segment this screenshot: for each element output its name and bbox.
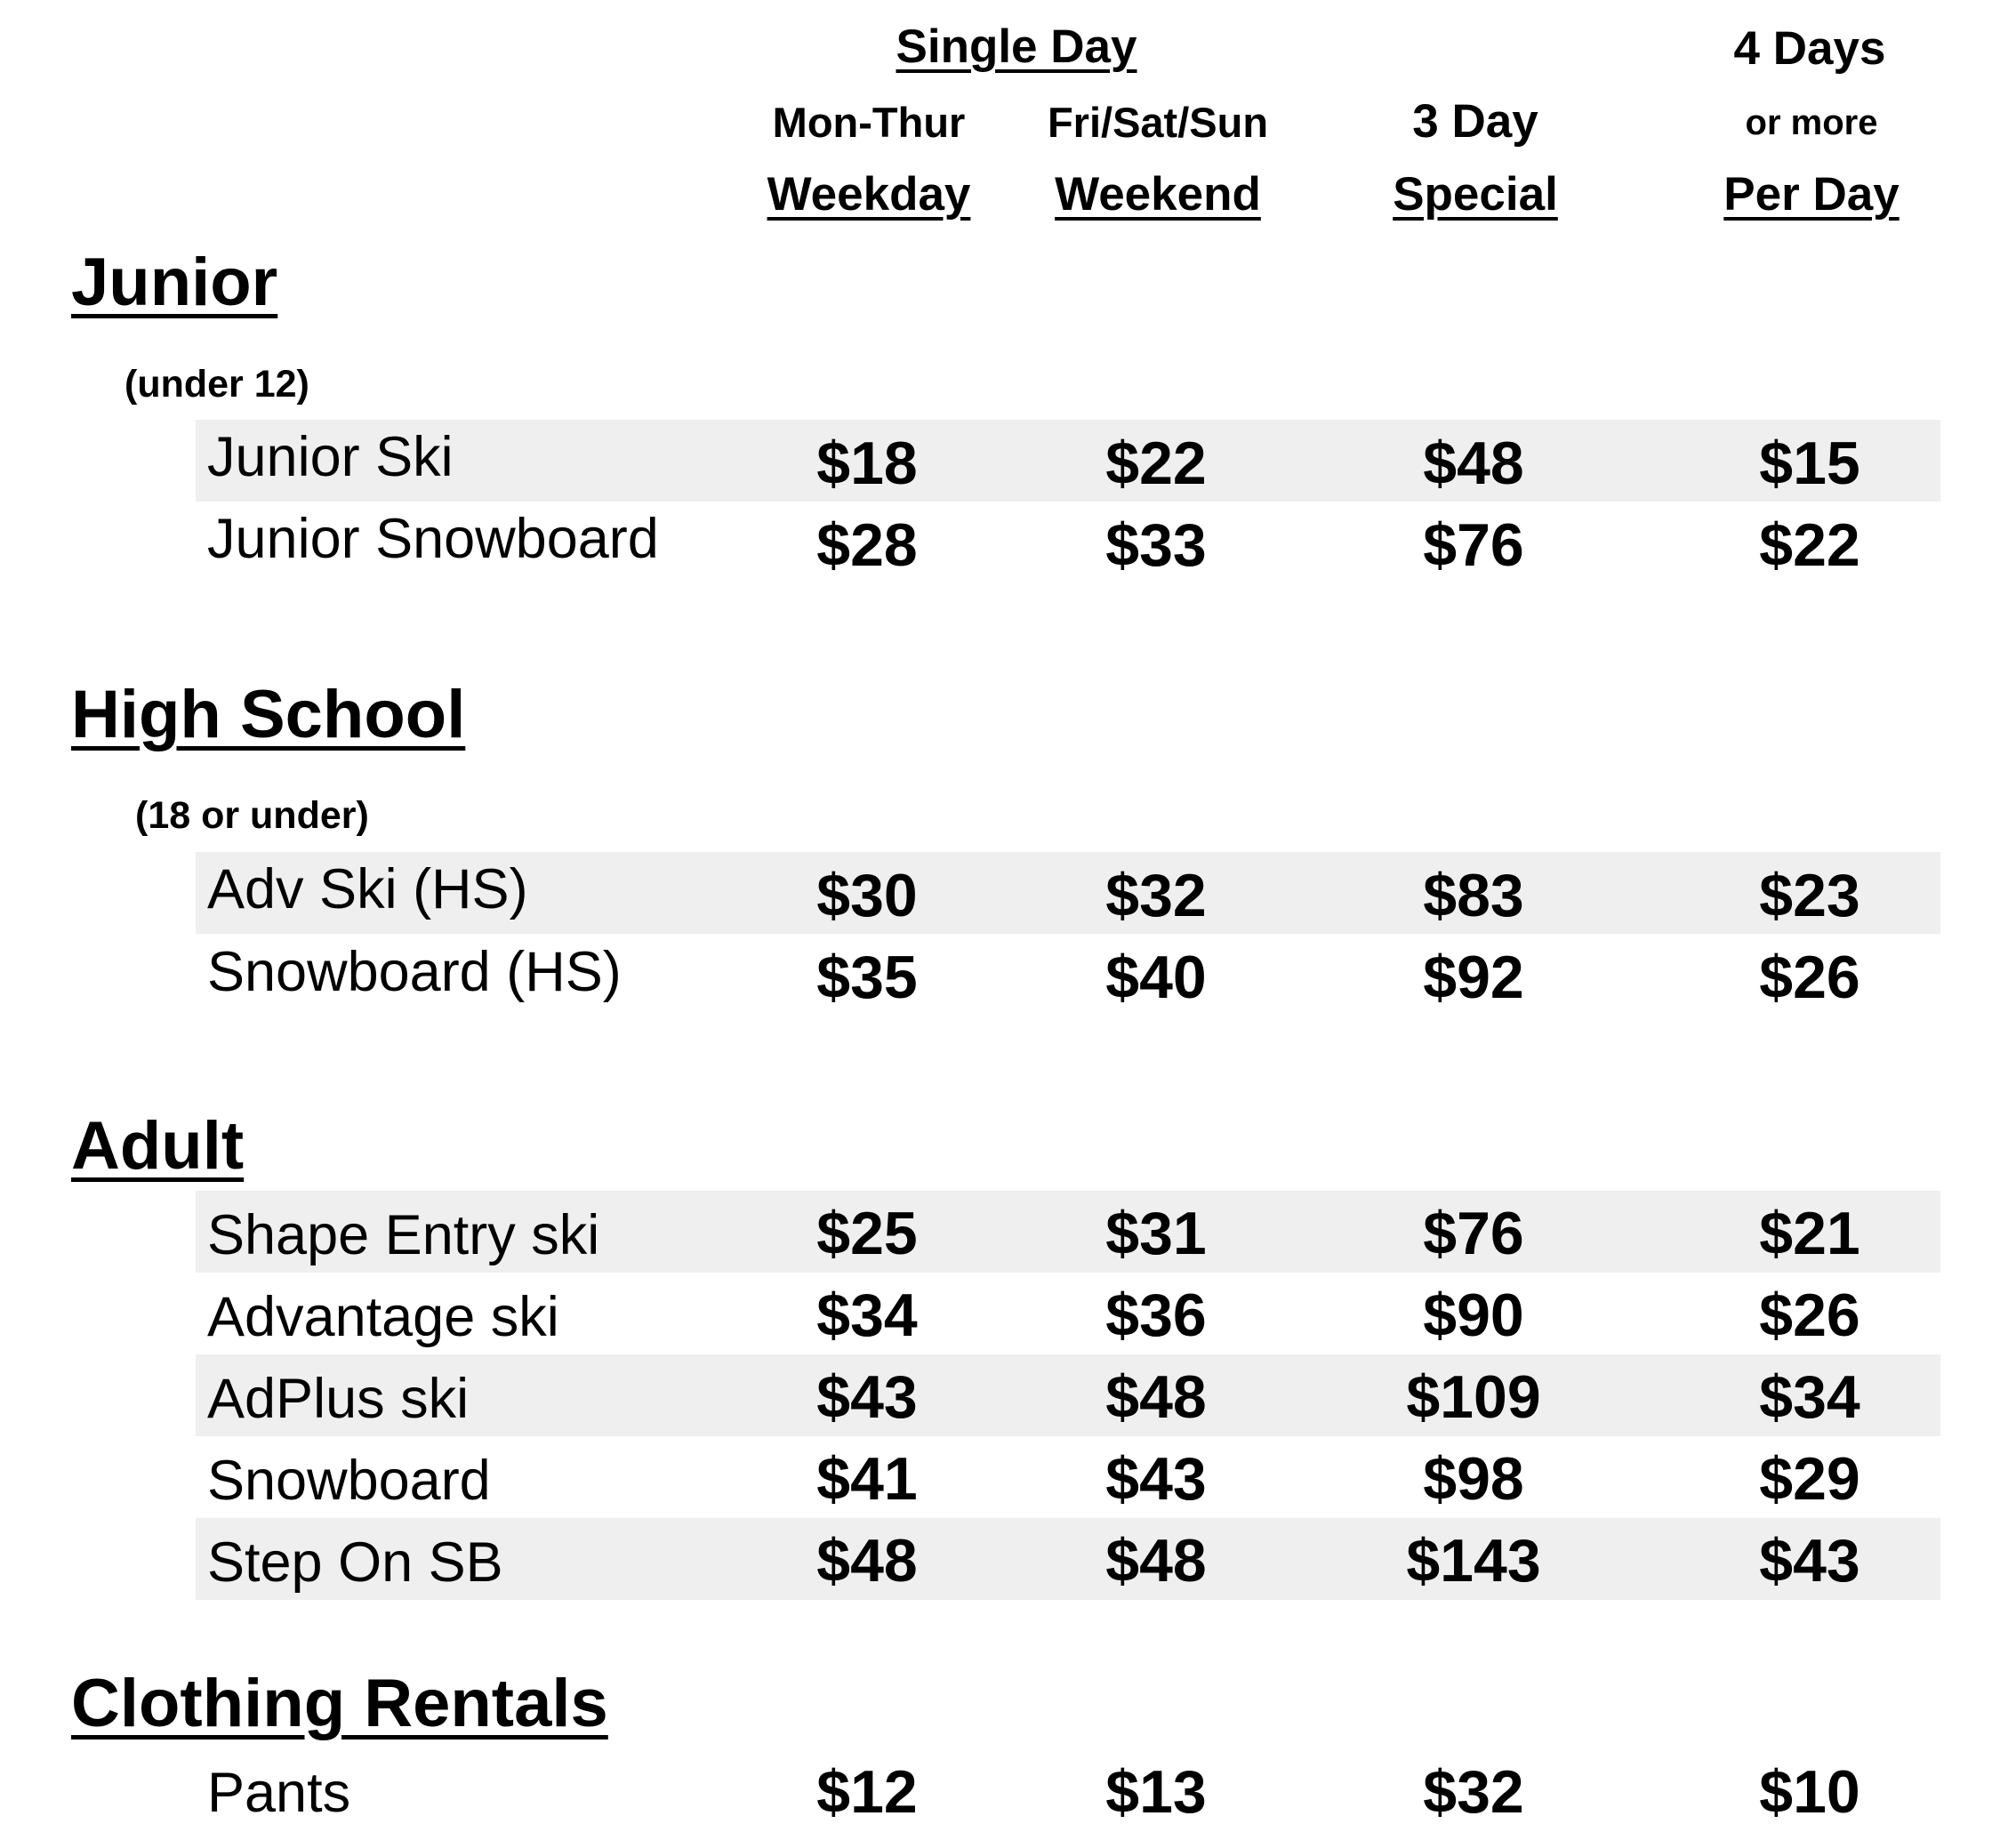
price-weekday: $25 bbox=[816, 1200, 918, 1267]
special-header: Special bbox=[1393, 168, 1558, 221]
price-per-day: $26 bbox=[1759, 1282, 1860, 1349]
row-label: Shape Entry ski bbox=[207, 1204, 600, 1266]
row-label: Snowboard (HS) bbox=[207, 941, 622, 1003]
price-weekend: $13 bbox=[1105, 1758, 1207, 1826]
weekday-header: Weekday bbox=[767, 168, 971, 221]
or-more-header: or more bbox=[1745, 103, 1878, 142]
price-three-day: $76 bbox=[1423, 511, 1524, 579]
price-weekend: $33 bbox=[1105, 511, 1207, 579]
row-label: Snowboard bbox=[207, 1450, 491, 1512]
price-weekend: $36 bbox=[1105, 1282, 1207, 1349]
price-weekday: $18 bbox=[816, 430, 918, 497]
price-weekend: $31 bbox=[1105, 1200, 1207, 1267]
price-per-day: $15 bbox=[1759, 430, 1860, 497]
price-three-day: $48 bbox=[1423, 430, 1524, 497]
price-weekday: $41 bbox=[816, 1445, 918, 1513]
price-three-day: $32 bbox=[1423, 1758, 1524, 1826]
row-label: Pants bbox=[207, 1762, 351, 1824]
price-three-day: $92 bbox=[1423, 944, 1524, 1011]
price-per-day: $29 bbox=[1759, 1445, 1860, 1513]
fri-sat-sun-header: Fri/Sat/Sun bbox=[1047, 99, 1269, 146]
table-row-band bbox=[196, 420, 1940, 502]
price-three-day: $90 bbox=[1423, 1282, 1524, 1349]
price-weekday: $12 bbox=[816, 1758, 918, 1826]
price-three-day: $143 bbox=[1406, 1527, 1541, 1595]
mon-thur-header: Mon-Thur bbox=[772, 99, 966, 146]
price-weekend: $48 bbox=[1105, 1363, 1207, 1431]
section-title-high-school: High School bbox=[71, 677, 466, 752]
row-label: Step On SB bbox=[207, 1531, 503, 1594]
price-weekday: $48 bbox=[816, 1527, 918, 1595]
price-per-day: $10 bbox=[1759, 1758, 1860, 1826]
price-per-day: $21 bbox=[1759, 1200, 1860, 1267]
price-three-day: $109 bbox=[1406, 1363, 1541, 1431]
price-per-day: $43 bbox=[1759, 1527, 1860, 1595]
price-per-day: $26 bbox=[1759, 944, 1860, 1011]
price-weekend: $32 bbox=[1105, 862, 1207, 929]
price-per-day: $34 bbox=[1759, 1363, 1860, 1431]
row-label: Advantage ski bbox=[207, 1286, 559, 1348]
section-title-adult: Adult bbox=[71, 1108, 245, 1184]
price-weekend: $22 bbox=[1105, 430, 1207, 497]
price-weekend: $43 bbox=[1105, 1445, 1207, 1513]
row-label: AdPlus ski bbox=[207, 1368, 470, 1430]
section-title-clothing-rentals: Clothing Rentals bbox=[71, 1666, 608, 1741]
price-weekend: $48 bbox=[1105, 1527, 1207, 1595]
price-three-day: $98 bbox=[1423, 1445, 1524, 1513]
price-weekday: $43 bbox=[816, 1363, 918, 1431]
price-per-day: $23 bbox=[1759, 862, 1860, 929]
price-weekday: $28 bbox=[816, 511, 918, 579]
price-weekend: $40 bbox=[1105, 944, 1207, 1011]
price-weekday: $30 bbox=[816, 862, 918, 929]
price-three-day: $83 bbox=[1423, 862, 1524, 929]
weekend-header: Weekend bbox=[1055, 168, 1261, 221]
three-day-header: 3 Day bbox=[1412, 95, 1538, 148]
four-days-header: 4 Days bbox=[1733, 22, 1886, 75]
row-label: Adv Ski (HS) bbox=[207, 858, 528, 920]
row-label: Junior Snowboard bbox=[207, 508, 659, 570]
row-label: Junior Ski bbox=[207, 426, 454, 488]
single-day-header: Single Day bbox=[896, 20, 1137, 73]
section-title-junior: Junior bbox=[71, 245, 278, 320]
price-three-day: $76 bbox=[1423, 1200, 1524, 1267]
per-day-header: Per Day bbox=[1723, 168, 1900, 221]
price-weekday: $35 bbox=[816, 944, 918, 1011]
section-subtitle-junior: (under 12) bbox=[124, 363, 309, 406]
price-weekday: $34 bbox=[816, 1282, 918, 1349]
price-per-day: $22 bbox=[1759, 511, 1860, 579]
section-subtitle-high-school: (18 or under) bbox=[135, 794, 369, 837]
